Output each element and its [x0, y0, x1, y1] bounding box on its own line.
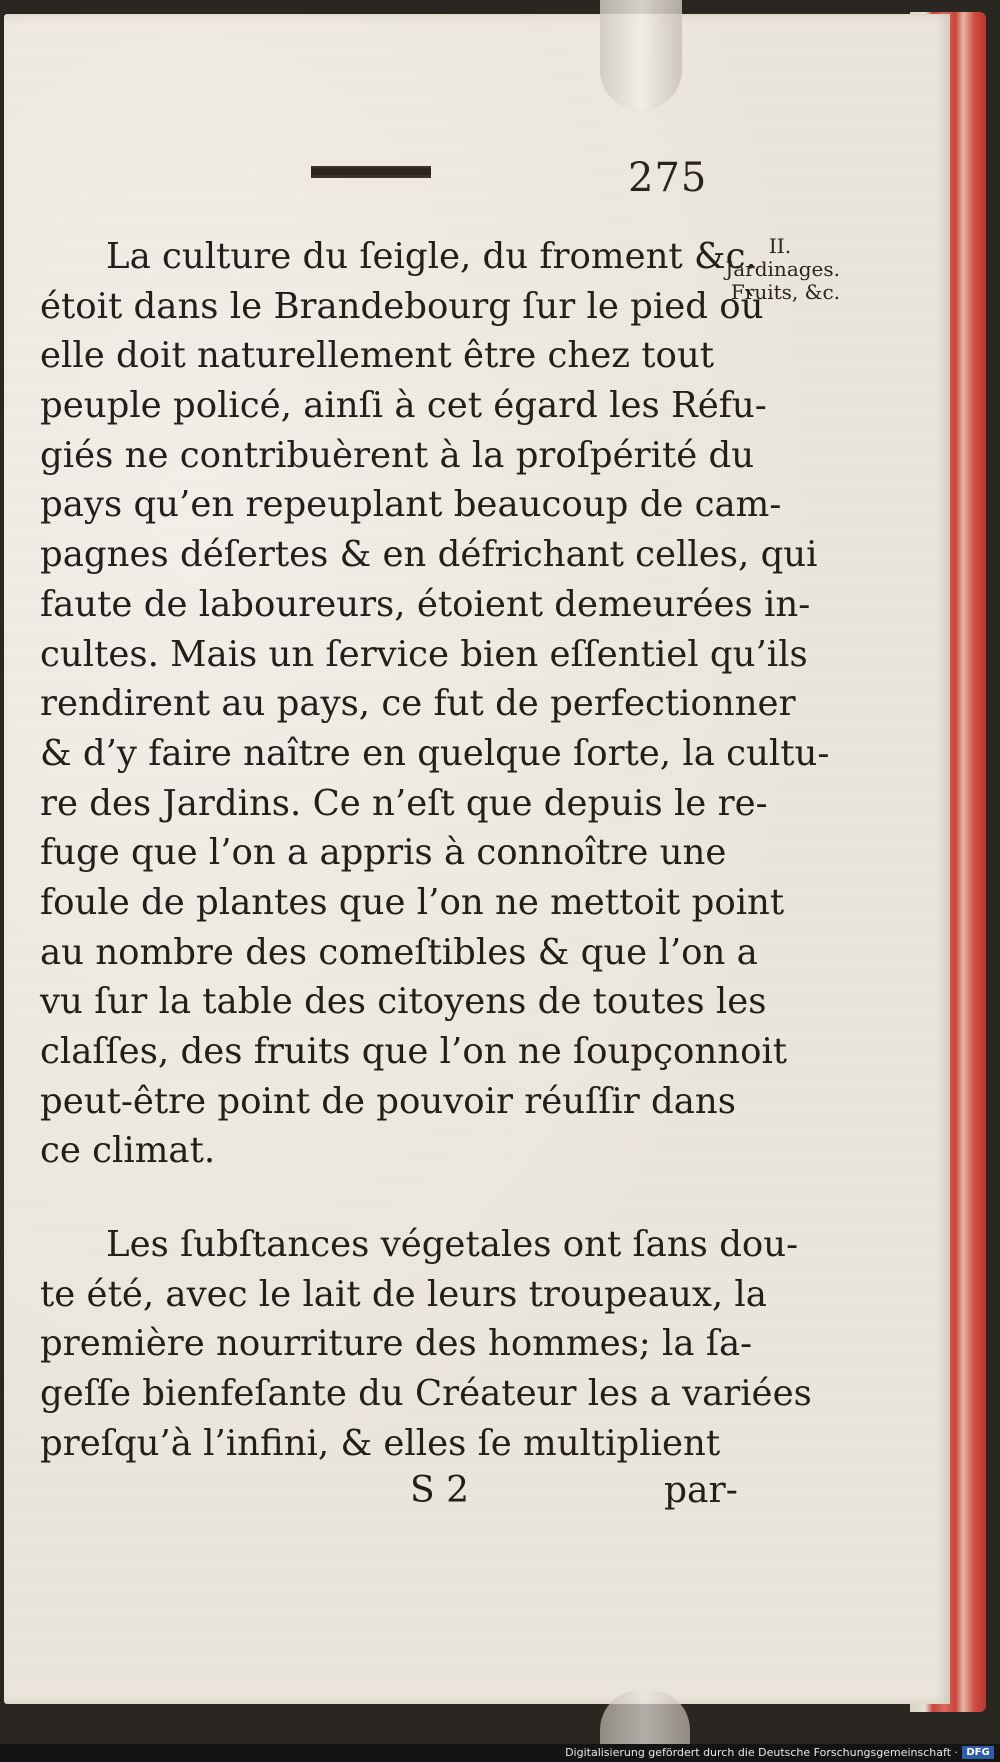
- margin-note-number: II.: [768, 234, 792, 258]
- text-line: première nourriture des hommes; la ſa-: [40, 1323, 753, 1365]
- footer-credit: Digitalisierung gefördert durch die Deutsche Forschungsgemeinschaft ·: [565, 1746, 958, 1759]
- text-line: pagnes déſertes & en défrichant celles, qui: [40, 534, 818, 576]
- paragraph-2: [40, 1220, 812, 1468]
- text-line: re des Jardins. Ce n’eſt que depuis le re-: [40, 782, 768, 824]
- text-line: giés ne contribuèrent à la proſpérité du: [40, 434, 755, 476]
- text-line: faute de laboureurs, étoient demeurées in-: [40, 583, 811, 625]
- text-line: geſſe bienfeſante du Créateur les a variées: [40, 1373, 812, 1415]
- text-line: ce climat.: [40, 1130, 216, 1172]
- text-line: preſqu’à l’infini, & elles ſe multiplient: [40, 1422, 721, 1464]
- dfg-logo: DFG: [962, 1746, 994, 1759]
- signature-mark: S 2: [410, 1470, 470, 1511]
- text-line: te été, avec le lait de leurs troupeaux, la: [40, 1273, 767, 1315]
- margin-note-line: Fruits, &c.: [730, 280, 840, 304]
- text-line: claſſes, des fruits que l’on ne ſoupçonnoit: [40, 1031, 788, 1072]
- text-line: vu ſur la table des citoyens de toutes les: [40, 981, 767, 1023]
- text-line: peut-être point de pouvoir réuſſir dans: [40, 1080, 736, 1122]
- text-line: peuple policé, ainſi à cet égard les Réfu-: [40, 385, 767, 427]
- text-line: étoit dans le Brandebourg ſur le pied où: [40, 285, 764, 327]
- catchword: par-: [664, 1470, 738, 1511]
- text-line: fuge que l’on a appris à connoître une: [40, 832, 727, 874]
- text-line: La culture du ſeigle, du froment &c.: [106, 236, 757, 277]
- text-line: foule de plantes que l’on ne mettoit point: [40, 881, 785, 923]
- page-clip-top: [600, 0, 682, 110]
- text-line: rendirent au pays, ce fut de perfectionner: [40, 683, 796, 725]
- text-line: cultes. Mais un ſervice bien eſſentiel qu’ils: [40, 633, 808, 675]
- text-line: & d’y faire naître en quelque ſorte, la cultu-: [40, 732, 830, 774]
- margin-note-line: Jardinages.: [725, 257, 840, 281]
- page-number: 275: [628, 155, 708, 201]
- header-ornament-rule: [311, 166, 431, 178]
- text-line: elle doit naturellement être chez tout: [40, 335, 714, 377]
- text-line: Les ſubſtances végetales ont ſans dou-: [106, 1224, 799, 1265]
- text-line: pays qu’en repeuplant beaucoup de cam-: [40, 484, 782, 526]
- text-line: au nombre des comeſtibles & que l’on a: [40, 931, 758, 973]
